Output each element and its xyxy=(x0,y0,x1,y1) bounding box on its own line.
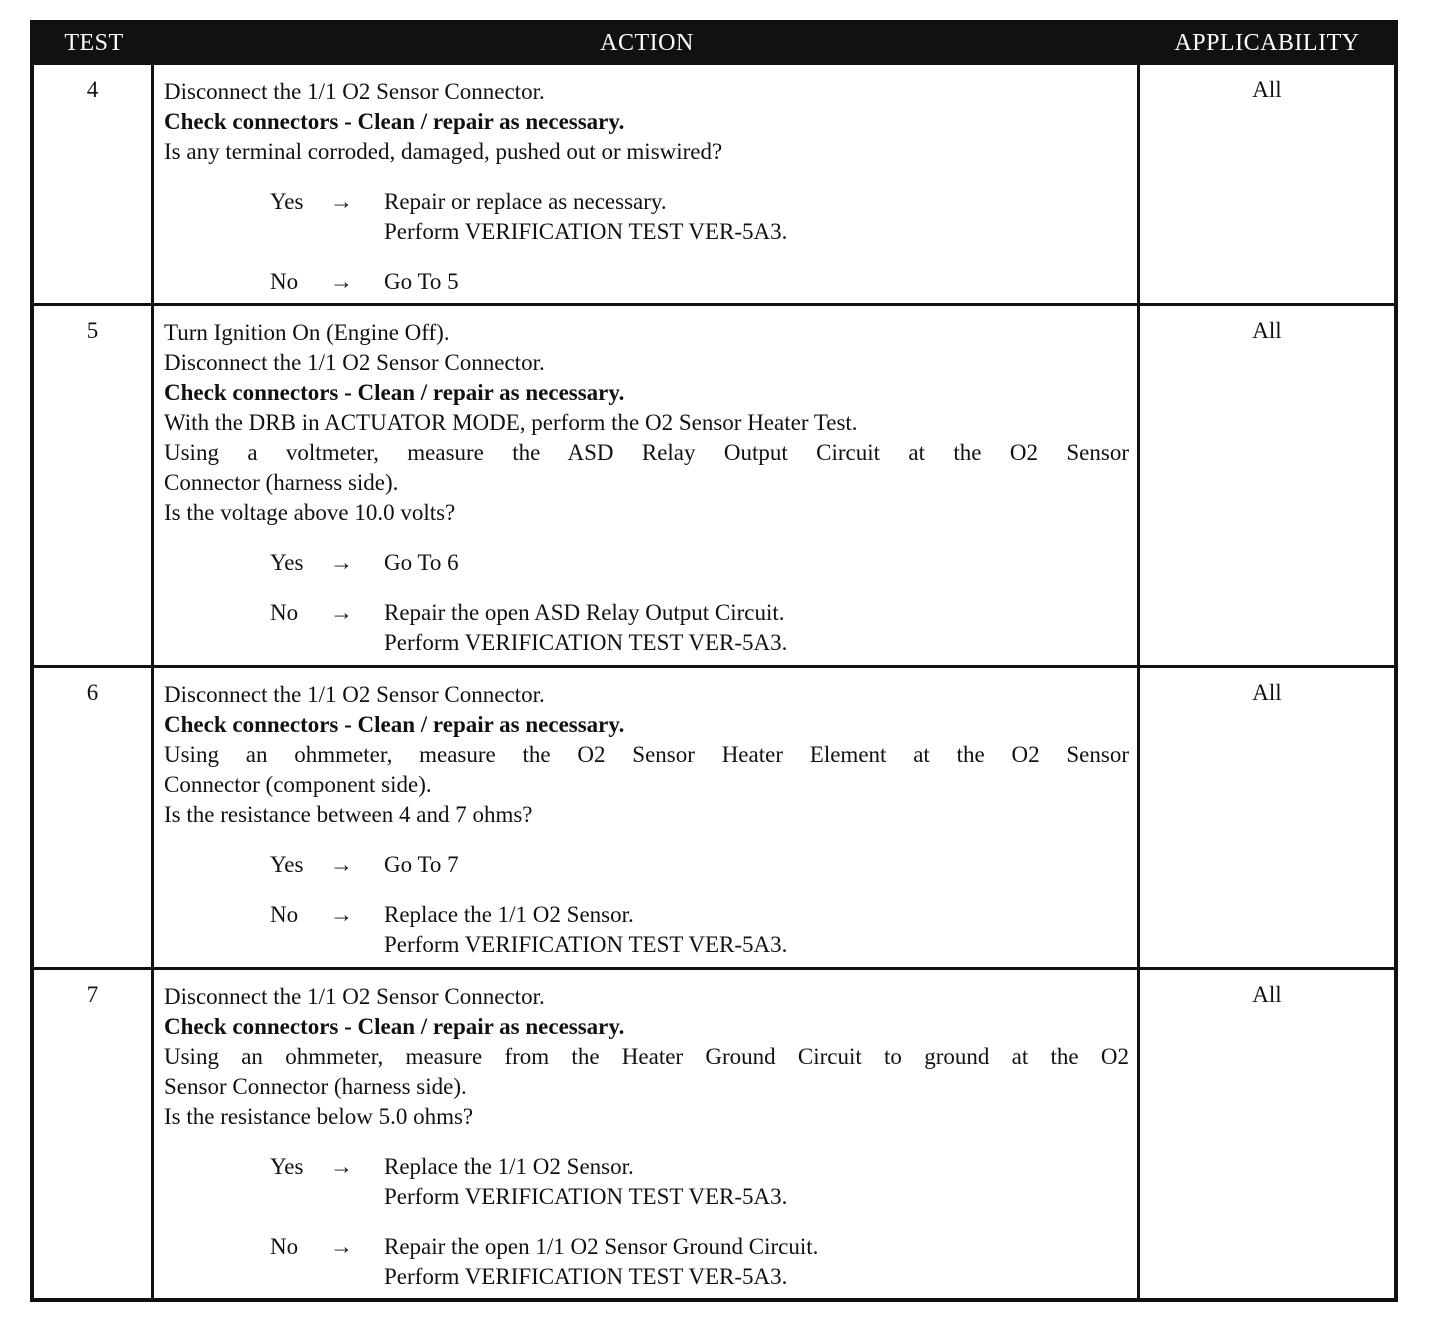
right-arrow-icon: → xyxy=(330,852,353,877)
action-line: Using a voltmeter, measure the ASD Relay Output Circuit at the O2 Sensor xyxy=(164,440,1129,465)
outcome-text-line: Repair the open 1/1 O2 Sensor Ground Circuit. xyxy=(384,1234,819,1259)
outcomes xyxy=(164,548,1129,658)
action-line: Using an ohmmeter, measure from the Heater Ground Circuit to ground at the O2 xyxy=(164,1044,1129,1069)
right-arrow-icon: → xyxy=(330,600,353,625)
outcomes xyxy=(164,187,1129,297)
outcome-label: Yes xyxy=(270,550,304,575)
right-arrow-icon: → xyxy=(330,1154,353,1179)
applicability-cell: All xyxy=(1252,680,1282,705)
outcome-text xyxy=(384,187,1129,247)
outcome-text-line: Go To 5 xyxy=(384,269,459,294)
applicability-cell: All xyxy=(1252,318,1282,343)
table-row xyxy=(34,62,1394,303)
test-number: 4 xyxy=(34,65,154,303)
test-number: 6 xyxy=(34,668,154,967)
action-line: Turn Ignition On (Engine Off). xyxy=(164,320,450,345)
outcome-text xyxy=(384,1152,1129,1212)
right-arrow-icon: → xyxy=(330,902,353,927)
outcome-yes xyxy=(270,548,1129,578)
action-line-bold: Check connectors - Clean / repair as necessary. xyxy=(164,712,625,737)
action-cell xyxy=(154,65,1140,303)
applicability-cell: All xyxy=(1252,77,1282,102)
diagnostic-table xyxy=(30,20,1398,1302)
action-line: Using an ohmmeter, measure the O2 Sensor Heater Element at the O2 Sensor xyxy=(164,742,1129,767)
outcome-text xyxy=(384,850,1129,880)
outcome-text-line: Repair or replace as necessary. xyxy=(384,189,667,214)
outcome-text xyxy=(384,548,1129,578)
right-arrow-icon: → xyxy=(330,269,353,294)
table-header xyxy=(34,24,1394,62)
outcome-label: Yes xyxy=(270,189,304,214)
applicability-cell: All xyxy=(1252,982,1282,1007)
outcome-no xyxy=(270,900,1129,960)
outcome-text-line: Perform VERIFICATION TEST VER-5A3. xyxy=(384,219,788,244)
outcome-text-line: Perform VERIFICATION TEST VER-5A3. xyxy=(384,1264,788,1289)
outcome-text-line: Go To 6 xyxy=(384,550,459,575)
test-number: 7 xyxy=(34,970,154,1298)
outcome-yes xyxy=(270,850,1129,880)
right-arrow-icon: → xyxy=(330,550,353,575)
outcome-text-line: Perform VERIFICATION TEST VER-5A3. xyxy=(384,1184,788,1209)
outcome-label: No xyxy=(270,902,299,927)
action-line: Disconnect the 1/1 O2 Sensor Connector. xyxy=(164,350,545,375)
action-line: Connector (harness side). xyxy=(164,470,399,495)
outcomes xyxy=(164,1152,1129,1292)
action-line: Disconnect the 1/1 O2 Sensor Connector. xyxy=(164,984,545,1009)
outcome-label: No xyxy=(270,1234,299,1259)
outcome-no xyxy=(270,1232,1129,1292)
outcome-label: No xyxy=(270,600,299,625)
action-cell xyxy=(154,306,1140,665)
action-line: Sensor Connector (harness side). xyxy=(164,1074,467,1099)
outcome-yes xyxy=(270,1152,1129,1212)
header-test: TEST xyxy=(64,29,124,56)
outcome-no xyxy=(270,267,1129,297)
action-line: Is the resistance between 4 and 7 ohms? xyxy=(164,802,533,827)
action-line-bold: Check connectors - Clean / repair as necessary. xyxy=(164,1014,625,1039)
action-cell xyxy=(154,970,1140,1298)
outcome-text-line: Perform VERIFICATION TEST VER-5A3. xyxy=(384,630,788,655)
header-applicability: APPLICABILITY xyxy=(1174,29,1360,56)
table-row xyxy=(34,303,1394,665)
outcome-label: Yes xyxy=(270,852,304,877)
outcome-yes xyxy=(270,187,1129,247)
table-row xyxy=(34,967,1394,1298)
outcome-text-line: Replace the 1/1 O2 Sensor. xyxy=(384,902,634,927)
action-line: Disconnect the 1/1 O2 Sensor Connector. xyxy=(164,682,545,707)
table-row xyxy=(34,665,1394,967)
outcome-text xyxy=(384,900,1129,960)
action-line-bold: Check connectors - Clean / repair as necessary. xyxy=(164,109,625,134)
outcome-text-line: Replace the 1/1 O2 Sensor. xyxy=(384,1154,634,1179)
outcome-text xyxy=(384,1232,1129,1292)
outcome-text xyxy=(384,598,1129,658)
action-line: With the DRB in ACTUATOR MODE, perform the O2 Sensor Heater Test. xyxy=(164,410,858,435)
right-arrow-icon: → xyxy=(330,1234,353,1259)
header-action: ACTION xyxy=(600,29,694,56)
action-cell xyxy=(154,668,1140,967)
action-line-bold: Check connectors - Clean / repair as necessary. xyxy=(164,380,625,405)
outcome-text xyxy=(384,267,1129,297)
outcome-no xyxy=(270,598,1129,658)
outcome-text-line: Repair the open ASD Relay Output Circuit. xyxy=(384,600,785,625)
right-arrow-icon: → xyxy=(330,189,353,214)
outcome-text-line: Go To 7 xyxy=(384,852,459,877)
action-line: Is the voltage above 10.0 volts? xyxy=(164,500,456,525)
action-line: Disconnect the 1/1 O2 Sensor Connector. xyxy=(164,79,545,104)
test-number: 5 xyxy=(34,306,154,665)
outcome-text-line: Perform VERIFICATION TEST VER-5A3. xyxy=(384,932,788,957)
outcome-label: No xyxy=(270,269,299,294)
action-line: Is any terminal corroded, damaged, pushed out or miswired? xyxy=(164,139,723,164)
outcomes xyxy=(164,850,1129,960)
action-line: Connector (component side). xyxy=(164,772,432,797)
action-line: Is the resistance below 5.0 ohms? xyxy=(164,1104,474,1129)
outcome-label: Yes xyxy=(270,1154,304,1179)
